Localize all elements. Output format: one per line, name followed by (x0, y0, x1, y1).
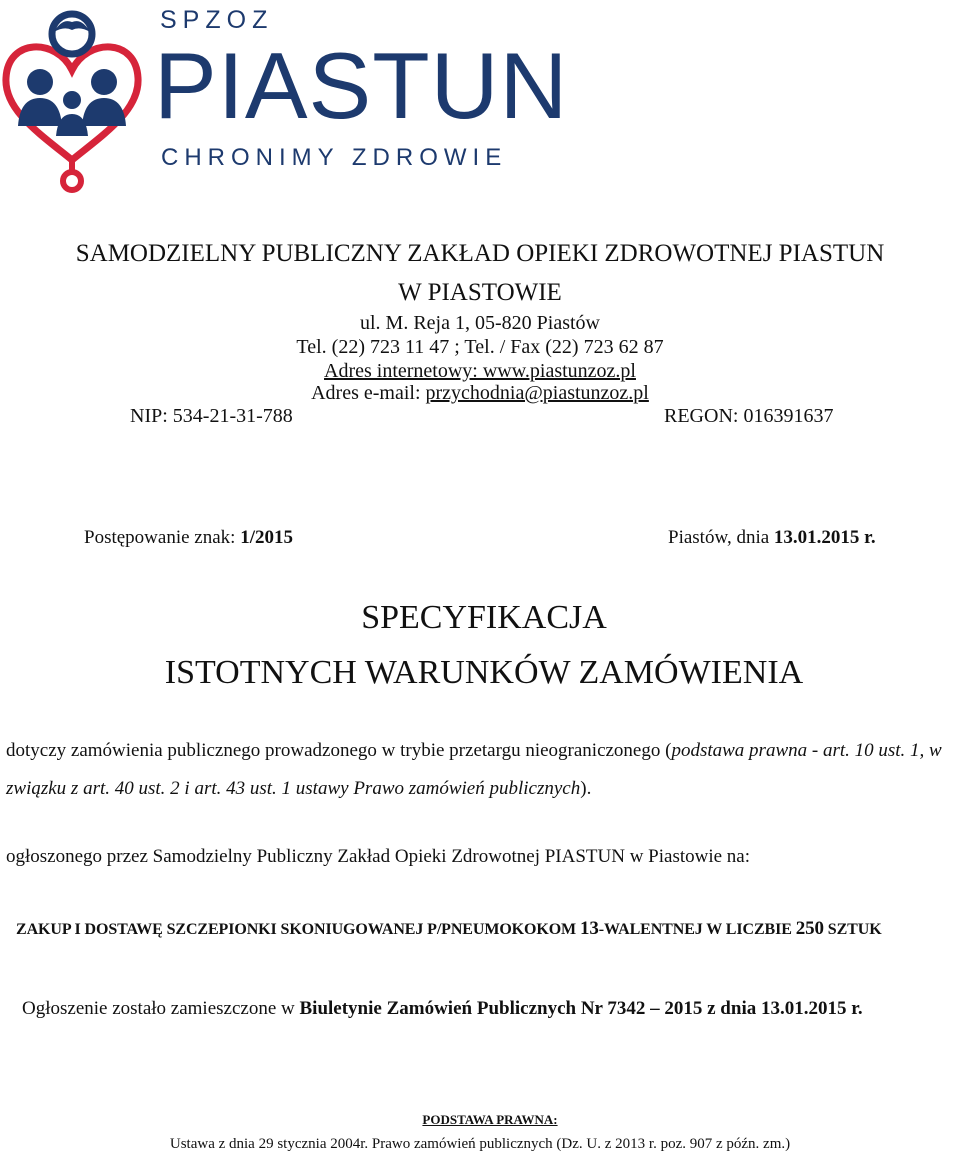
document-title-line1: SPECYFIKACJA (361, 599, 607, 636)
subject-valency: 13 (579, 918, 599, 939)
institution-name-line2: W PIASTOWIE (398, 279, 562, 306)
brand-tagline: CHRONIMY ZDROWIE (161, 144, 508, 171)
announcement-bulletin: Biuletynie Zamówień Publicznych Nr 7342 – 2015 z dnia 13.01.2015 r. (299, 998, 863, 1019)
case-label: Postępowanie znak: (84, 527, 241, 548)
legal-basis-end: ). (580, 778, 592, 799)
announcement-text: Ogłoszenie zostało zamieszczone w (22, 998, 300, 1019)
concerns-paragraph-line1 (6, 740, 942, 762)
legal-basis-part2: związku z art. 40 ust. 2 i art. 43 ust. 1 ustawy Prawo zamówień publicznych (6, 778, 581, 799)
institution-email-line (0, 382, 960, 405)
nip-number: NIP: 534-21-31-788 (130, 405, 293, 427)
legal-basis-part1: podstawa prawna - art. 10 ust. 1, w (671, 740, 942, 761)
case-number: 1/2015 (240, 527, 293, 548)
institution-address: ul. M. Reja 1, 05-820 Piastów (360, 312, 600, 334)
institution-name-line1: SAMODZIELNY PUBLICZNY ZAKŁAD OPIEKI ZDROWOTNEJ PIASTUN (75, 240, 885, 267)
document-date (668, 527, 876, 549)
brand-org-type: SPZOZ (160, 6, 274, 34)
subject-part-b: -WALENTNEJ W LICZBIE (598, 921, 796, 938)
legal-basis-text: Ustawa z dnia 29 stycznia 2004r. Prawo zamówień publicznych (Dz. U. z 2013 r. poz. 907 z późn. zm.) (169, 1136, 791, 1152)
subject-part-a: ZAKUP I DOSTAWĘ SZCZEPIONKI SKONIUGOWANEJ P/PNEUMOKOKOM (16, 921, 580, 938)
date-label: Piastów, dnia (668, 527, 774, 548)
email-label: Adres e-mail: (311, 382, 426, 404)
logo-heart-stethoscope-icon (0, 4, 144, 194)
concerns-paragraph-line2 (6, 778, 591, 800)
regon-number: REGON: 016391637 (664, 405, 834, 427)
institution-phone: Tel. (22) 723 11 47 ; Tel. / Fax (22) 723 62 87 (296, 336, 664, 358)
case-reference (84, 527, 293, 549)
brand-name: PIASTUN (154, 33, 569, 138)
document-title-line2: ISTOTNYCH WARUNKÓW ZAMÓWIENIA (164, 654, 804, 691)
announcement-paragraph (22, 998, 863, 1020)
announced-by-paragraph: ogłoszonego przez Samodzielny Publiczny Zakład Opieki Zdrowotnej PIASTUN w Piastowie na: (6, 846, 751, 867)
email-link[interactable]: przychodnia@piastunzoz.pl (425, 382, 649, 404)
concerns-text: dotyczy zamówienia publicznego prowadzonego w trybie przetargu nieograniczonego ( (6, 740, 672, 761)
legal-basis-heading: PODSTAWA PRAWNA: (422, 1112, 558, 1127)
procurement-subject (16, 918, 882, 940)
subject-quantity: 250 (795, 918, 824, 939)
date-value: 13.01.2015 r. (773, 527, 876, 548)
institution-website-link[interactable]: Adres internetowy: www.piastunzoz.pl (324, 360, 636, 382)
subject-part-c: SZTUK (823, 921, 882, 938)
